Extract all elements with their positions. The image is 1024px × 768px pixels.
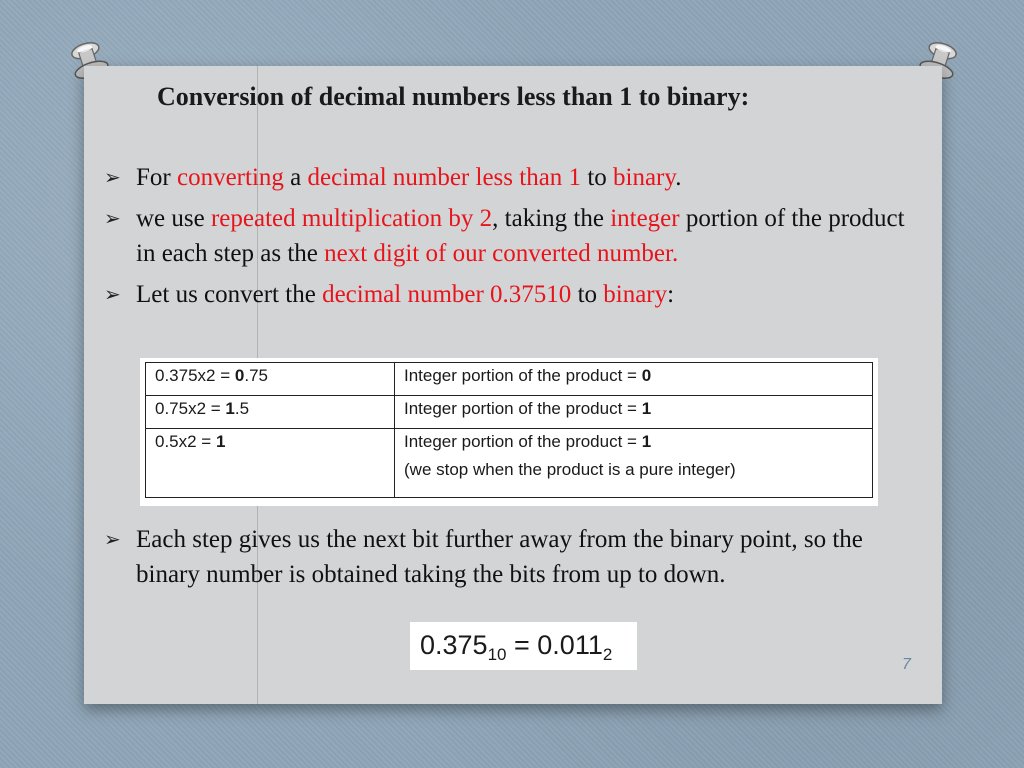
bullet-text (136, 281, 674, 308)
bullet-text-segment: to (571, 281, 604, 308)
result-equation (410, 622, 637, 670)
bullet-text-segment: For (136, 164, 177, 191)
highlighted-text: repeated multiplication by 2 (210, 205, 493, 232)
table-cell-integer-portion: Integer portion of the product = 0 (395, 363, 873, 396)
bullet-text-segment: we use (136, 205, 211, 232)
highlighted-text: decimal number 0.37510 (322, 281, 572, 308)
table-cell-expression: 0.75x2 = 1.5 (146, 396, 395, 429)
highlighted-text: converting (176, 164, 284, 191)
arrow-bullet-icon: ➢ (104, 165, 121, 189)
bullet-text-segment: to (581, 164, 614, 191)
bullet-item (104, 201, 924, 271)
bullet-text-segment: . (675, 164, 682, 191)
result-rhs-base: 2 (602, 645, 613, 664)
bullet-list (104, 160, 924, 318)
final-bullet (104, 522, 924, 598)
table-cell-expression: 0.375x2 = 0.75 (146, 363, 395, 396)
highlighted-text: binary (603, 281, 668, 308)
result-lhs-base: 10 (487, 645, 507, 664)
arrow-bullet-icon: ➢ (104, 206, 121, 230)
bullet-text-segment: , taking the (492, 205, 611, 232)
bullet-text-segment: portion of the product in each step as the (136, 205, 905, 267)
bullet-text (136, 164, 682, 191)
bullet-item (104, 522, 924, 592)
highlighted-text: decimal number less than 1 (307, 164, 582, 191)
table-cell-expression: 0.5x2 = 1 (146, 429, 395, 498)
bullet-text: Each step gives us the next bit further away from the binary point, so the binary number is obtained taking the bits from up to down. (136, 526, 863, 588)
arrow-bullet-icon: ➢ (104, 282, 121, 306)
table-cell-integer-portion: Integer portion of the product = 1 (we stop when the product is a pure integer) (395, 429, 873, 498)
result-equals: = (506, 630, 538, 660)
bullet-text (136, 205, 905, 267)
table-cell-integer-portion: Integer portion of the product = 1 (395, 396, 873, 429)
highlighted-text: binary (613, 164, 676, 191)
page-number: 7 (902, 656, 911, 673)
arrow-bullet-icon: ➢ (104, 527, 121, 551)
highlighted-text: next digit of our converted number. (324, 240, 679, 267)
table-row (146, 396, 873, 429)
conversion-table (145, 362, 873, 498)
slide-title: Conversion of decimal numbers less than 1 to binary: (157, 82, 750, 111)
table-row (146, 363, 873, 396)
result-rhs: 0.011 (537, 630, 603, 660)
bullet-text-segment: Let us convert the (136, 281, 323, 308)
table-note: (we stop when the product is a pure integer) (404, 460, 736, 479)
bullet-item (104, 160, 924, 195)
table-row (146, 429, 873, 498)
bullet-text-segment: a (283, 164, 308, 191)
bullet-text-segment: : (667, 281, 675, 308)
result-lhs: 0.375 (420, 630, 488, 660)
conversion-table-image (140, 358, 878, 506)
bullet-item (104, 277, 924, 312)
highlighted-text: integer (610, 205, 680, 232)
